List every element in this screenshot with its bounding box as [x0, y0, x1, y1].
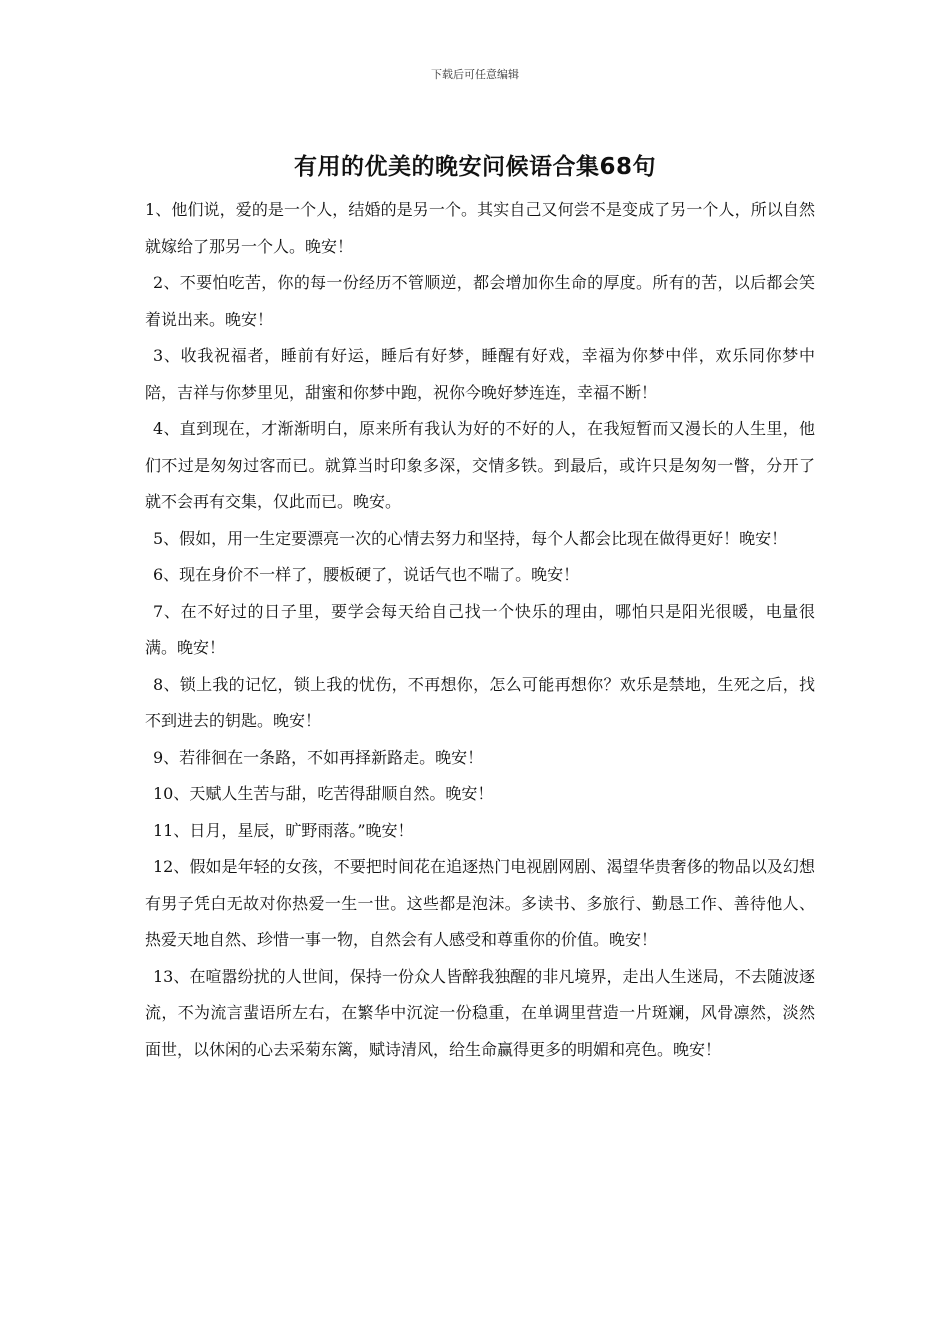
paragraph-10: 10、天赋人生苦与甜，吃苦得甜顺自然。晚安！ [153, 784, 494, 803]
document-body [145, 192, 815, 1068]
paragraph-12: 12、假如是年轻的女孩，不要把时间花在追逐热门电视剧网剧、渴望华贵奢侈的物品以及幻想有男子凭白无故对你热爱一生一世。这些都是泡沫。多读书、多旅行、勤恳工作、善待他人、热爱天地自然、珍惜一事一物，自然会有人感受和尊重你的价值。晚安！ [145, 857, 815, 949]
paragraph-3: 3、收我祝福者，睡前有好运，睡后有好梦，睡醒有好戏，幸福为你梦中伴，欢乐同你梦中陪，吉祥与你梦里见，甜蜜和你梦中跑，祝你今晚好梦连连，幸福不断！ [145, 346, 815, 402]
paragraph-2: 2、不要怕吃苦，你的每一份经历不管顺逆，都会增加你生命的厚度。所有的苦，以后都会笑着说出来。晚安！ [145, 273, 815, 329]
paragraph-6: 6、现在身价不一样了，腰板硬了，说话气也不喘了。晚安！ [153, 565, 580, 584]
paragraph-7: 7、在不好过的日子里，要学会每天给自己找一个快乐的理由，哪怕只是阳光很暖，电量很满。晚安！ [145, 601, 815, 657]
header-note: 下载后可任意编辑 [431, 68, 519, 81]
paragraph-4: 4、直到现在，才渐渐明白，原来所有我认为好的不好的人，在我短暂而又漫长的人生里，他们不过是匆匆过客而已。就算当时印象多深，交情多铁。到最后，或许只是匆匆一瞥，分开了就不会再有交集，仅此而已。晚安。 [145, 419, 815, 511]
paragraph-8: 8、锁上我的记忆，锁上我的忧伤，不再想你，怎么可能再想你？欢乐是禁地，生死之后，找不到进去的钥匙。晚安！ [145, 674, 815, 730]
paragraph-11: 11、日月，星辰，旷野雨落。”晚安！ [153, 820, 414, 840]
document-title: 有用的优美的晚安问候语合集68句 [293, 154, 656, 180]
paragraph-1: 1、他们说，爱的是一个人，结婚的是另一个。其实自己又何尝不是变成了另一个人，所以自然就嫁给了那另一个人。晚安！ [145, 200, 815, 256]
paragraph-5: 5、假如，用一生定要漂亮一次的心情去努力和坚持，每个人都会比现在做得更好！晚安！ [153, 528, 788, 548]
paragraph-9: 9、若徘徊在一条路，不如再择新路走。晚安！ [153, 747, 484, 767]
paragraph-13: 13、在喧嚣纷扰的人世间，保持一份众人皆醉我独醒的非凡境界，走出人生迷局，不去随波逐流，不为流言蜚语所左右，在繁华中沉淀一份稳重，在单调里营造一片斑斓，风骨凛然，淡然面世，以休闲的心去采菊东篱，赋诗清风，给生命赢得更多的明媚和亮色。晚安！ [145, 966, 815, 1059]
